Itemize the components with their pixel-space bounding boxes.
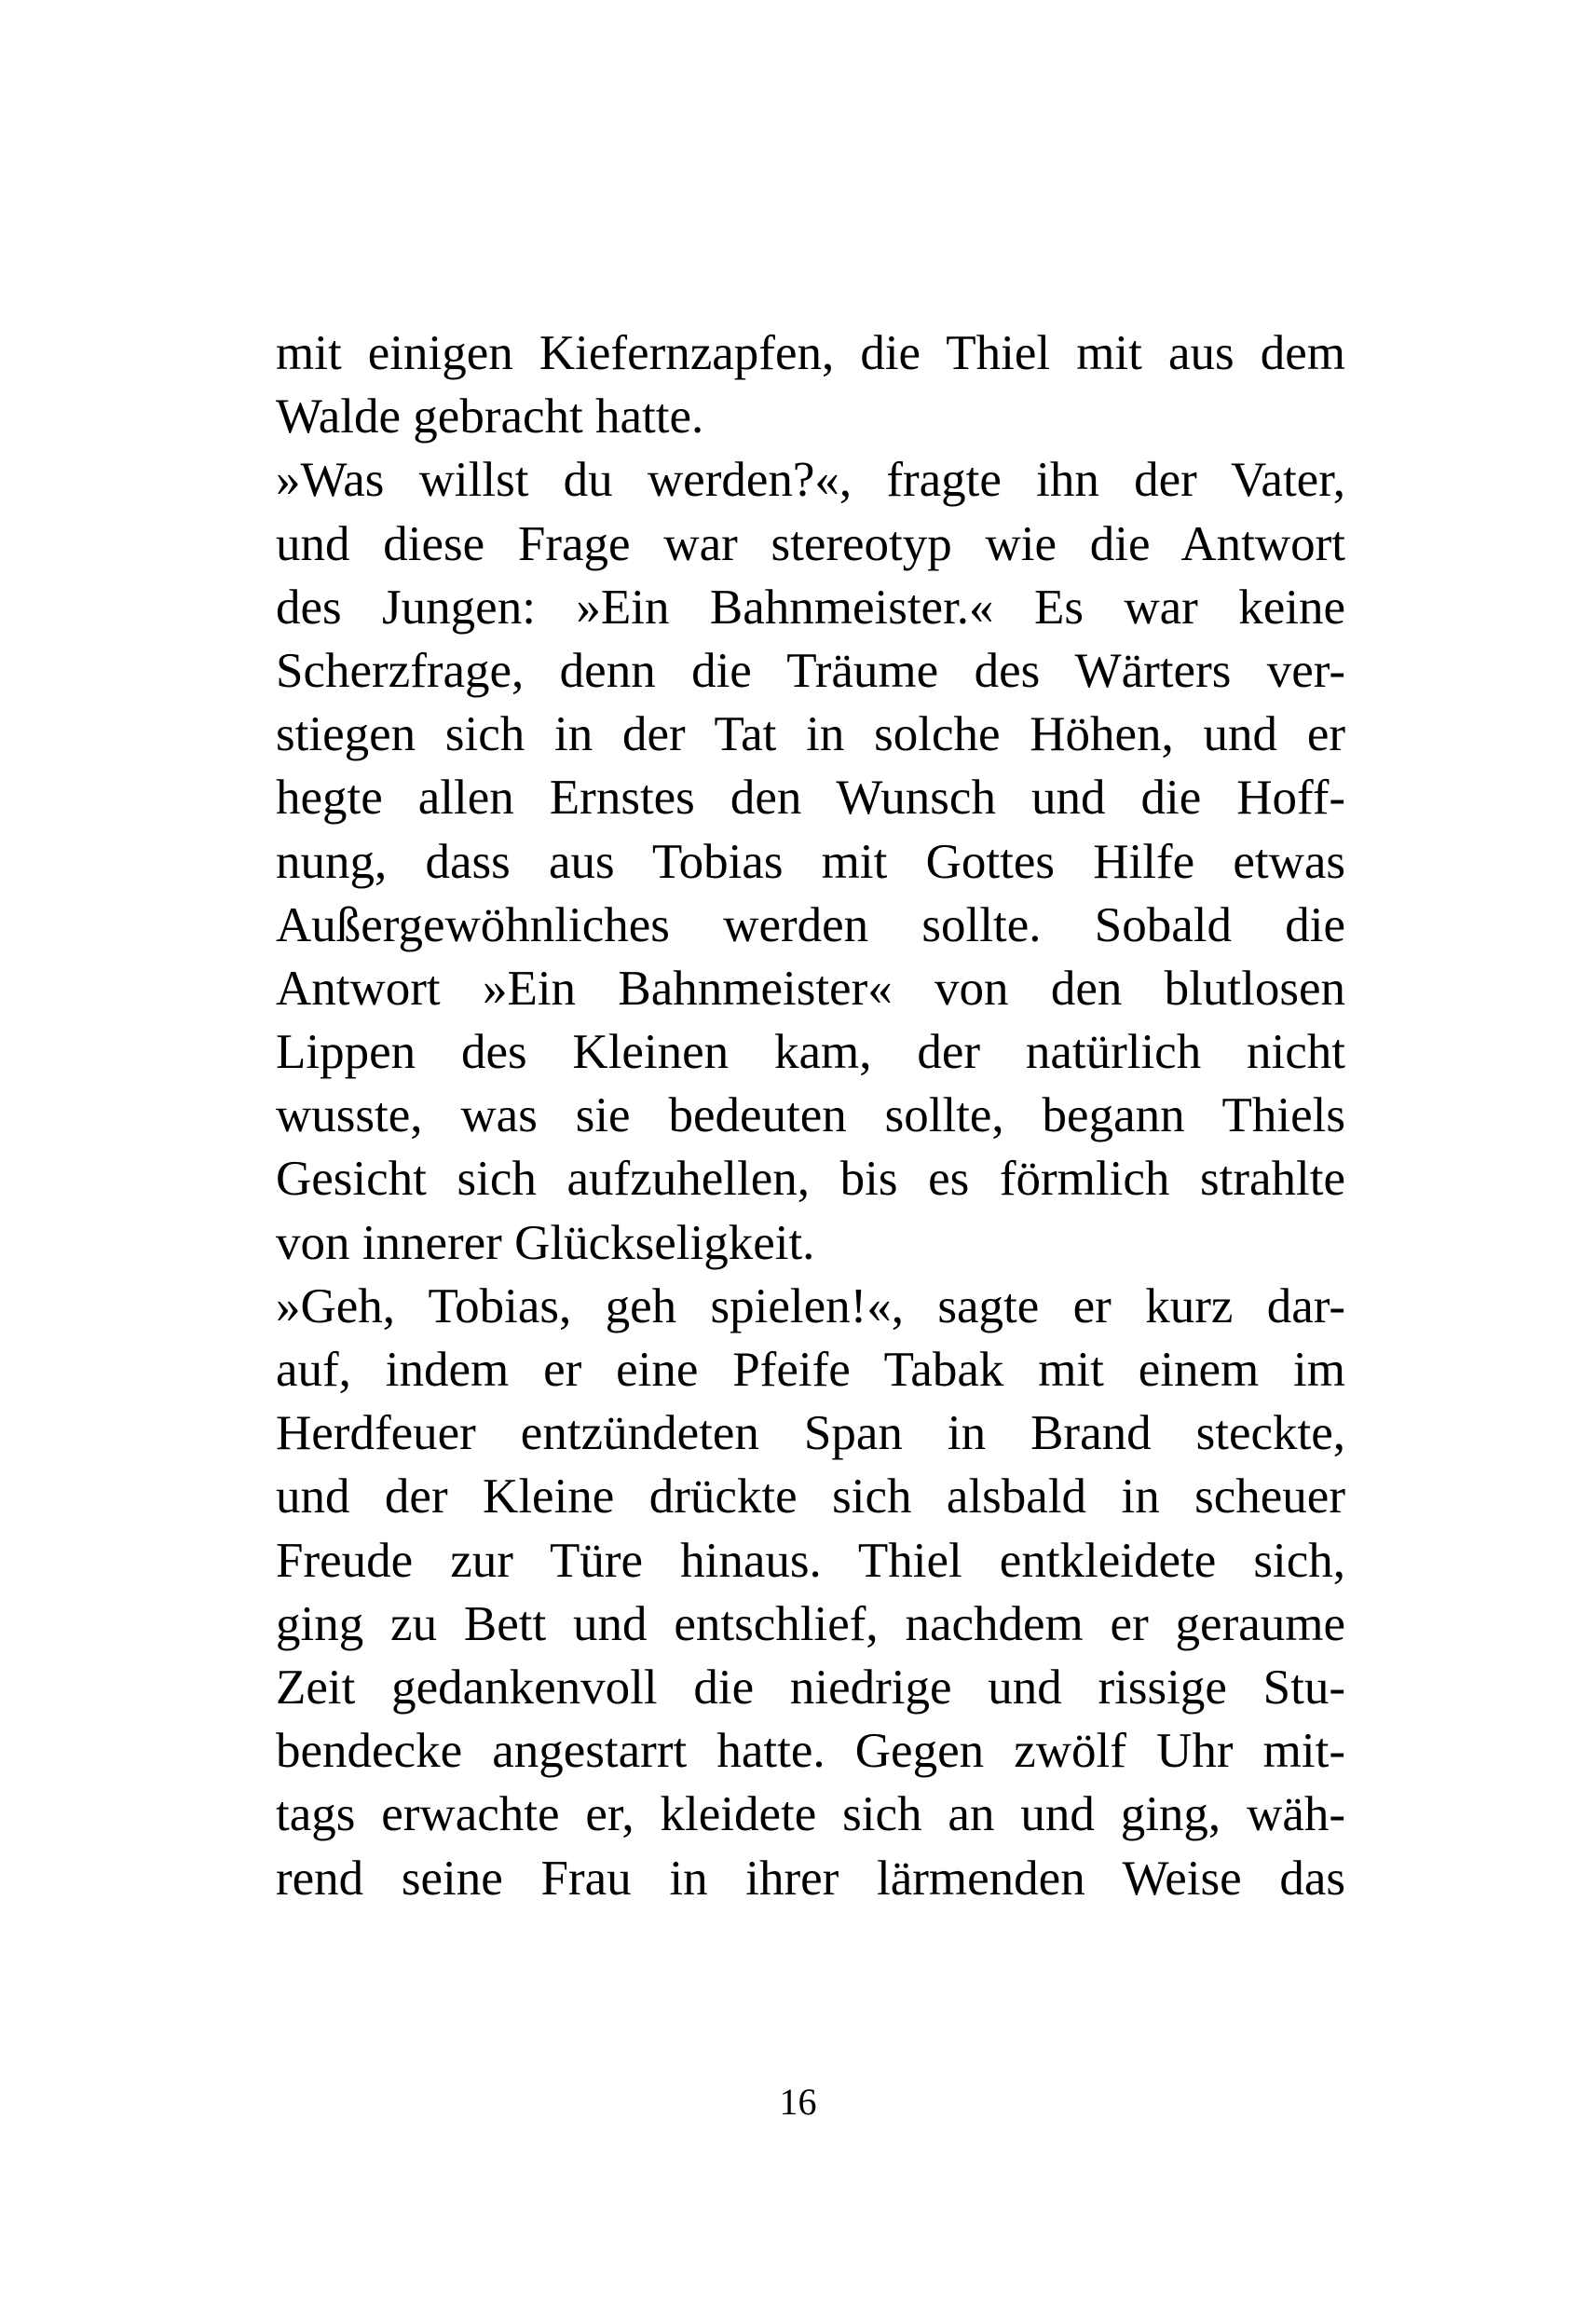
text-line: Herdfeuer entzündeten Span in Brand steckte,	[276, 1406, 1345, 1461]
text-line: und diese Frage war stereotyp wie die Antwort	[276, 516, 1345, 571]
text-line: Scherzfrage, denn die Träume des Wärters ver-	[276, 643, 1345, 698]
text-line: Lippen des Kleinen kam, der natürlich nicht	[276, 1025, 1345, 1080]
text-line: hegte allen Ernstes den Wunsch und die Hoff-	[276, 771, 1345, 826]
text-line: Zeit gedankenvoll die niedrige und rissige Stu-	[276, 1660, 1345, 1715]
text-line: auf, indem er eine Pfeife Tabak mit einem im	[276, 1343, 1345, 1397]
text-line: nung, dass aus Tobias mit Gottes Hilfe etwas	[276, 834, 1345, 889]
body-text	[276, 321, 1345, 1910]
text-line: bendecke angestarrt hatte. Gegen zwölf Uhr mit-	[276, 1724, 1345, 1779]
text-line: stiegen sich in der Tat in solche Höhen, und er	[276, 707, 1345, 762]
text-line: ging zu Bett und entschlief, nachdem er geraume	[276, 1596, 1345, 1651]
page-number: 16	[779, 2081, 817, 2123]
text-line: Walde gebracht hatte.	[276, 390, 704, 444]
text-line: tags erwachte er, kleidete sich an und ging, wäh-	[276, 1787, 1345, 1842]
text-line: Gesicht sich aufzuhellen, bis es förmlich strahlte	[276, 1152, 1345, 1207]
text-line: und der Kleine drückte sich alsbald in scheuer	[276, 1469, 1345, 1524]
text-line: Freude zur Türe hinaus. Thiel entkleidete sich,	[276, 1533, 1345, 1588]
text-line: mit einigen Kiefernzapfen, die Thiel mit aus dem	[276, 326, 1345, 380]
text-line: rend seine Frau in ihrer lärmenden Weise das	[276, 1851, 1345, 1906]
text-line: wusste, was sie bedeuten sollte, begann Thiels	[276, 1088, 1345, 1143]
text-line: von innerer Glückseligkeit.	[276, 1215, 815, 1270]
text-line: des Jungen: »Ein Bahnmeister.« Es war keine	[276, 580, 1345, 635]
text-line: Außergewöhnliches werden sollte. Sobald die	[276, 897, 1345, 952]
text-line: »Was willst du werden?«, fragte ihn der Vater,	[276, 453, 1345, 508]
text-line: »Geh, Tobias, geh spielen!«, sagte er kurz dar-	[276, 1278, 1345, 1333]
text-line: Antwort »Ein Bahnmeister« von den blutlosen	[276, 961, 1345, 1016]
